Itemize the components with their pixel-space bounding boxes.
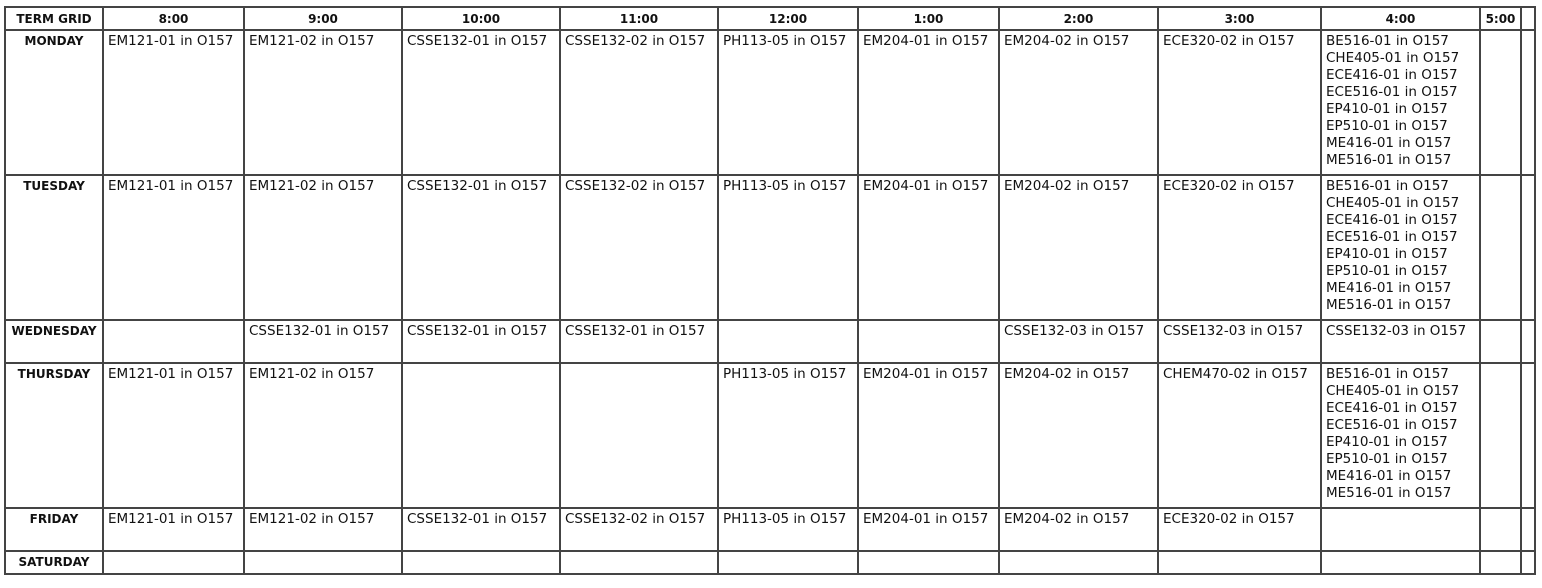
course-entry: PH113-05 in O157 (723, 33, 847, 49)
day-row (5, 320, 1535, 363)
schedule-cell (718, 30, 858, 175)
schedule-cell (858, 320, 999, 363)
course-entry: EM121-02 in O157 (249, 366, 375, 382)
course-entry: ME516-01 in O157 (1326, 297, 1452, 313)
schedule-cell (1321, 363, 1480, 508)
course-entry: CSSE132-03 in O157 (1326, 323, 1467, 339)
schedule-cell (999, 320, 1158, 363)
course-entry: CSSE132-01 in O157 (407, 323, 548, 339)
course-entry: ECE320-02 in O157 (1163, 178, 1295, 194)
filler-cell (1521, 551, 1535, 574)
course-entry: CSSE132-03 in O157 (1004, 323, 1145, 339)
schedule-cell (402, 320, 560, 363)
schedule-cell (1158, 551, 1321, 574)
course-entry: BE516-01 in O157 (1326, 33, 1449, 49)
course-entry: PH113-05 in O157 (723, 366, 847, 382)
course-entry: CSSE132-02 in O157 (565, 33, 706, 49)
schedule-cell (1480, 363, 1521, 508)
course-entry: BE516-01 in O157 (1326, 178, 1449, 194)
schedule-cell (103, 508, 244, 551)
schedule-cell (560, 508, 718, 551)
course-entry: EP410-01 in O157 (1326, 246, 1448, 262)
schedule-cell (244, 363, 402, 508)
course-entry: CSSE132-01 in O157 (249, 323, 390, 339)
course-entry: CSSE132-03 in O157 (1163, 323, 1304, 339)
course-entry: PH113-05 in O157 (723, 178, 847, 194)
course-entry: ME516-01 in O157 (1326, 152, 1452, 168)
day-label: TUESDAY (5, 175, 103, 320)
course-entry: EM204-02 in O157 (1004, 178, 1130, 194)
filler-cell (1521, 30, 1535, 175)
schedule-cell (244, 175, 402, 320)
course-entry: EM121-01 in O157 (108, 366, 234, 382)
schedule-cell (103, 363, 244, 508)
course-entry: CHEM470-02 in O157 (1163, 366, 1308, 382)
schedule-cell (402, 551, 560, 574)
schedule-cell (858, 363, 999, 508)
course-entry: ME516-01 in O157 (1326, 485, 1452, 501)
filler-cell (1521, 175, 1535, 320)
course-entry: CHE405-01 in O157 (1326, 50, 1460, 66)
course-entry: ECE320-02 in O157 (1163, 511, 1295, 527)
course-entry: ECE416-01 in O157 (1326, 67, 1458, 83)
course-entry: EP510-01 in O157 (1326, 263, 1448, 279)
schedule-cell (718, 320, 858, 363)
time-header: 1:00 (858, 7, 999, 30)
schedule-cell (103, 30, 244, 175)
course-entry: EM121-01 in O157 (108, 33, 234, 49)
schedule-cell (1158, 30, 1321, 175)
filler-header (1521, 7, 1535, 30)
course-entry: EM204-01 in O157 (863, 511, 989, 527)
course-entry: ECE516-01 in O157 (1326, 417, 1458, 433)
schedule-cell (1158, 363, 1321, 508)
schedule-cell (1480, 175, 1521, 320)
schedule-cell (402, 175, 560, 320)
time-header: 8:00 (103, 7, 244, 30)
schedule-cell (718, 551, 858, 574)
course-entry: EP410-01 in O157 (1326, 101, 1448, 117)
course-entry: PH113-05 in O157 (723, 511, 847, 527)
course-entry: EP510-01 in O157 (1326, 118, 1448, 134)
schedule-cell (402, 508, 560, 551)
schedule-cell (718, 363, 858, 508)
schedule-cell (718, 508, 858, 551)
schedule-cell (858, 551, 999, 574)
course-entry: EM121-02 in O157 (249, 33, 375, 49)
filler-cell (1521, 320, 1535, 363)
filler-cell (1521, 363, 1535, 508)
time-header: 5:00 (1480, 7, 1521, 30)
schedule-cell (1321, 175, 1480, 320)
course-entry: EM204-02 in O157 (1004, 33, 1130, 49)
day-row (5, 508, 1535, 551)
schedule-cell (1480, 30, 1521, 175)
schedule-cell (999, 551, 1158, 574)
day-row (5, 363, 1535, 508)
course-entry: ME416-01 in O157 (1326, 468, 1452, 484)
filler-cell (1521, 508, 1535, 551)
day-row (5, 30, 1535, 175)
schedule-cell (560, 551, 718, 574)
schedule-cell (103, 320, 244, 363)
course-entry: ECE516-01 in O157 (1326, 229, 1458, 245)
schedule-cell (718, 175, 858, 320)
day-label: SATURDAY (5, 551, 103, 574)
time-header: 9:00 (244, 7, 402, 30)
course-entry: ECE416-01 in O157 (1326, 212, 1458, 228)
header-row (5, 7, 1535, 30)
course-entry: EM204-02 in O157 (1004, 366, 1130, 382)
course-entry: EM204-01 in O157 (863, 178, 989, 194)
schedule-cell (560, 363, 718, 508)
schedule-cell (858, 508, 999, 551)
schedule-cell (103, 551, 244, 574)
course-entry: EM121-01 in O157 (108, 511, 234, 527)
term-grid-label: TERM GRID (5, 7, 103, 30)
schedule-cell (1321, 30, 1480, 175)
course-entry: ECE516-01 in O157 (1326, 84, 1458, 100)
course-entry: CSSE132-01 in O157 (407, 511, 548, 527)
day-label: THURSDAY (5, 363, 103, 508)
course-entry: EM204-01 in O157 (863, 33, 989, 49)
schedule-cell (999, 363, 1158, 508)
schedule-cell (560, 175, 718, 320)
schedule-cell (1480, 551, 1521, 574)
day-label: MONDAY (5, 30, 103, 175)
schedule-cell (560, 30, 718, 175)
course-entry: EM121-02 in O157 (249, 178, 375, 194)
schedule-cell (858, 30, 999, 175)
schedule-cell (560, 320, 718, 363)
course-entry: EM121-02 in O157 (249, 511, 375, 527)
day-row (5, 551, 1535, 574)
schedule-cell (858, 175, 999, 320)
schedule-cell (244, 508, 402, 551)
schedule-cell (244, 551, 402, 574)
schedule-cell (1480, 320, 1521, 363)
course-entry: CSSE132-01 in O157 (407, 178, 548, 194)
schedule-cell (1321, 551, 1480, 574)
schedule-cell (1321, 320, 1480, 363)
schedule-cell (1158, 508, 1321, 551)
grid-body (5, 30, 1535, 574)
course-entry: EP410-01 in O157 (1326, 434, 1448, 450)
time-header: 3:00 (1158, 7, 1321, 30)
course-entry: CSSE132-01 in O157 (407, 33, 548, 49)
course-entry: ECE320-02 in O157 (1163, 33, 1295, 49)
time-header: 10:00 (402, 7, 560, 30)
schedule-cell (244, 30, 402, 175)
course-entry: EM204-01 in O157 (863, 366, 989, 382)
schedule-cell (1158, 175, 1321, 320)
schedule-cell (244, 320, 402, 363)
course-entry: CSSE132-02 in O157 (565, 178, 706, 194)
schedule-cell (402, 363, 560, 508)
time-header: 11:00 (560, 7, 718, 30)
course-entry: EP510-01 in O157 (1326, 451, 1448, 467)
schedule-cell (999, 30, 1158, 175)
time-header: 2:00 (999, 7, 1158, 30)
schedule-cell (103, 175, 244, 320)
course-entry: EM204-02 in O157 (1004, 511, 1130, 527)
schedule-cell (999, 508, 1158, 551)
day-label: FRIDAY (5, 508, 103, 551)
day-label: WEDNESDAY (5, 320, 103, 363)
time-header: 12:00 (718, 7, 858, 30)
term-grid-table (4, 6, 1536, 575)
schedule-cell (402, 30, 560, 175)
course-entry: ME416-01 in O157 (1326, 135, 1452, 151)
day-row (5, 175, 1535, 320)
schedule-cell (1480, 508, 1521, 551)
time-header: 4:00 (1321, 7, 1480, 30)
course-entry: ECE416-01 in O157 (1326, 400, 1458, 416)
course-entry: ME416-01 in O157 (1326, 280, 1452, 296)
course-entry: EM121-01 in O157 (108, 178, 234, 194)
schedule-cell (1321, 508, 1480, 551)
course-entry: BE516-01 in O157 (1326, 366, 1449, 382)
course-entry: CSSE132-02 in O157 (565, 511, 706, 527)
schedule-cell (1158, 320, 1321, 363)
course-entry: CSSE132-01 in O157 (565, 323, 706, 339)
course-entry: CHE405-01 in O157 (1326, 383, 1460, 399)
schedule-cell (999, 175, 1158, 320)
course-entry: CHE405-01 in O157 (1326, 195, 1460, 211)
